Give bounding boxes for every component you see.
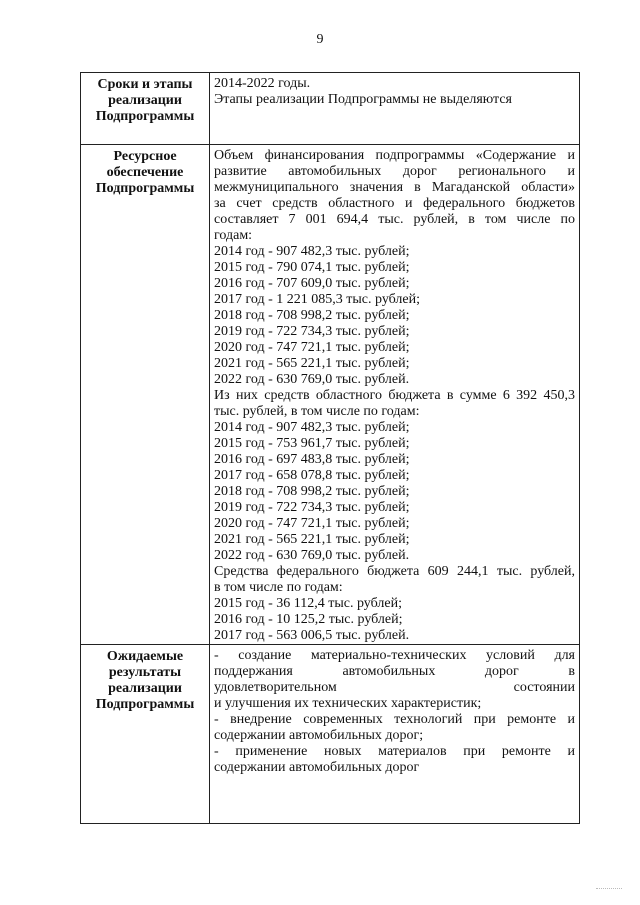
value-line: за счет средств областного и федерального бюджетов [214,196,575,211]
label-line: Подпрограммы [95,697,195,712]
row-label-periods [81,73,210,145]
scan-artifact [596,888,622,891]
value-line: развитие автомобильных дорог регионального и [214,164,575,179]
row-value-resources [210,145,580,645]
label-line: Ожидаемые [106,649,184,664]
value-line: - внедрение современных технологий при ремонте и [214,712,575,727]
value-line: Этапы реализации Подпрограммы не выделяются [214,92,512,107]
value-line: содержании автомобильных дорог; [214,728,424,743]
label-line: Подпрограммы [95,109,195,124]
value-line: Объем финансирования подпрограммы «Содержание и [214,148,575,163]
row-value-results [210,645,580,824]
value-line: 2017 год - 563 006,5 тыс. рублей. [214,628,410,643]
table-row-periods [81,73,580,145]
value-line: удовлетворительном состоянии [214,680,575,695]
table-row-results [81,645,580,824]
value-line: составляет 7 001 694,4 тыс. рублей, в том числе по [214,212,575,227]
value-line: 2016 год - 697 483,8 тыс. рублей; [214,452,410,467]
value-line: в том числе по годам: [214,580,343,595]
table-row-resources [81,145,580,645]
label-line: Ресурсное [113,149,177,164]
value-line: 2015 год - 753 961,7 тыс. рублей; [214,436,410,451]
row-label-resources [81,145,210,645]
value-line: 2020 год - 747 721,1 тыс. рублей; [214,516,410,531]
label-line: реализации [108,93,182,108]
value-line: 2016 год - 707 609,0 тыс. рублей; [214,276,410,291]
value-line: и улучшения их технических характеристик; [214,696,482,711]
value-line: 2014 год - 907 482,3 тыс. рублей; [214,420,410,435]
value-line: межмуниципального значения в Магаданской области» [214,180,575,195]
subprogram-passport-table [80,72,580,824]
value-line: 2015 год - 790 074,1 тыс. рублей; [214,260,410,275]
value-line: 2020 год - 747 721,1 тыс. рублей; [214,340,410,355]
value-line: 2017 год - 658 078,8 тыс. рублей; [214,468,410,483]
value-line: содержании автомобильных дорог [214,760,420,775]
value-line: - создание материально-технических условий для [214,648,575,663]
value-line: 2021 год - 565 221,1 тыс. рублей; [214,532,410,547]
label-line: Подпрограммы [95,181,195,196]
value-line: - применение новых материалов при ремонте и [214,744,575,759]
page-number: 9 [316,32,324,47]
value-line: 2017 год - 1 221 085,3 тыс. рублей; [214,292,421,307]
value-line: 2015 год - 36 112,4 тыс. рублей; [214,596,402,611]
value-line: 2021 год - 565 221,1 тыс. рублей; [214,356,410,371]
value-line: тыс. рублей, в том числе по годам: [214,404,420,419]
label-line: Сроки и этапы [97,77,193,92]
row-value-periods [210,73,580,145]
value-line: 2016 год - 10 125,2 тыс. рублей; [214,612,403,627]
label-line: обеспечение [106,165,184,180]
value-line: 2014-2022 годы. [214,76,311,91]
value-line: Из них средств областного бюджета в сумме 6 392 450,3 [214,388,575,403]
value-line: 2022 год - 630 769,0 тыс. рублей. [214,548,410,563]
row-label-results [81,645,210,824]
label-line: реализации [108,681,182,696]
value-line: 2019 год - 722 734,3 тыс. рублей; [214,500,410,515]
value-line: 2018 год - 708 998,2 тыс. рублей; [214,308,410,323]
value-line: 2018 год - 708 998,2 тыс. рублей; [214,484,410,499]
value-line: поддержания автомобильных дорог в [214,664,575,679]
value-line: 2022 год - 630 769,0 тыс. рублей. [214,372,410,387]
value-line: Средства федерального бюджета 609 244,1 тыс. рублей, [214,564,575,579]
value-line: 2014 год - 907 482,3 тыс. рублей; [214,244,410,259]
label-line: результаты [108,665,182,680]
value-line: 2019 год - 722 734,3 тыс. рублей; [214,324,410,339]
value-line: годам: [214,228,253,243]
